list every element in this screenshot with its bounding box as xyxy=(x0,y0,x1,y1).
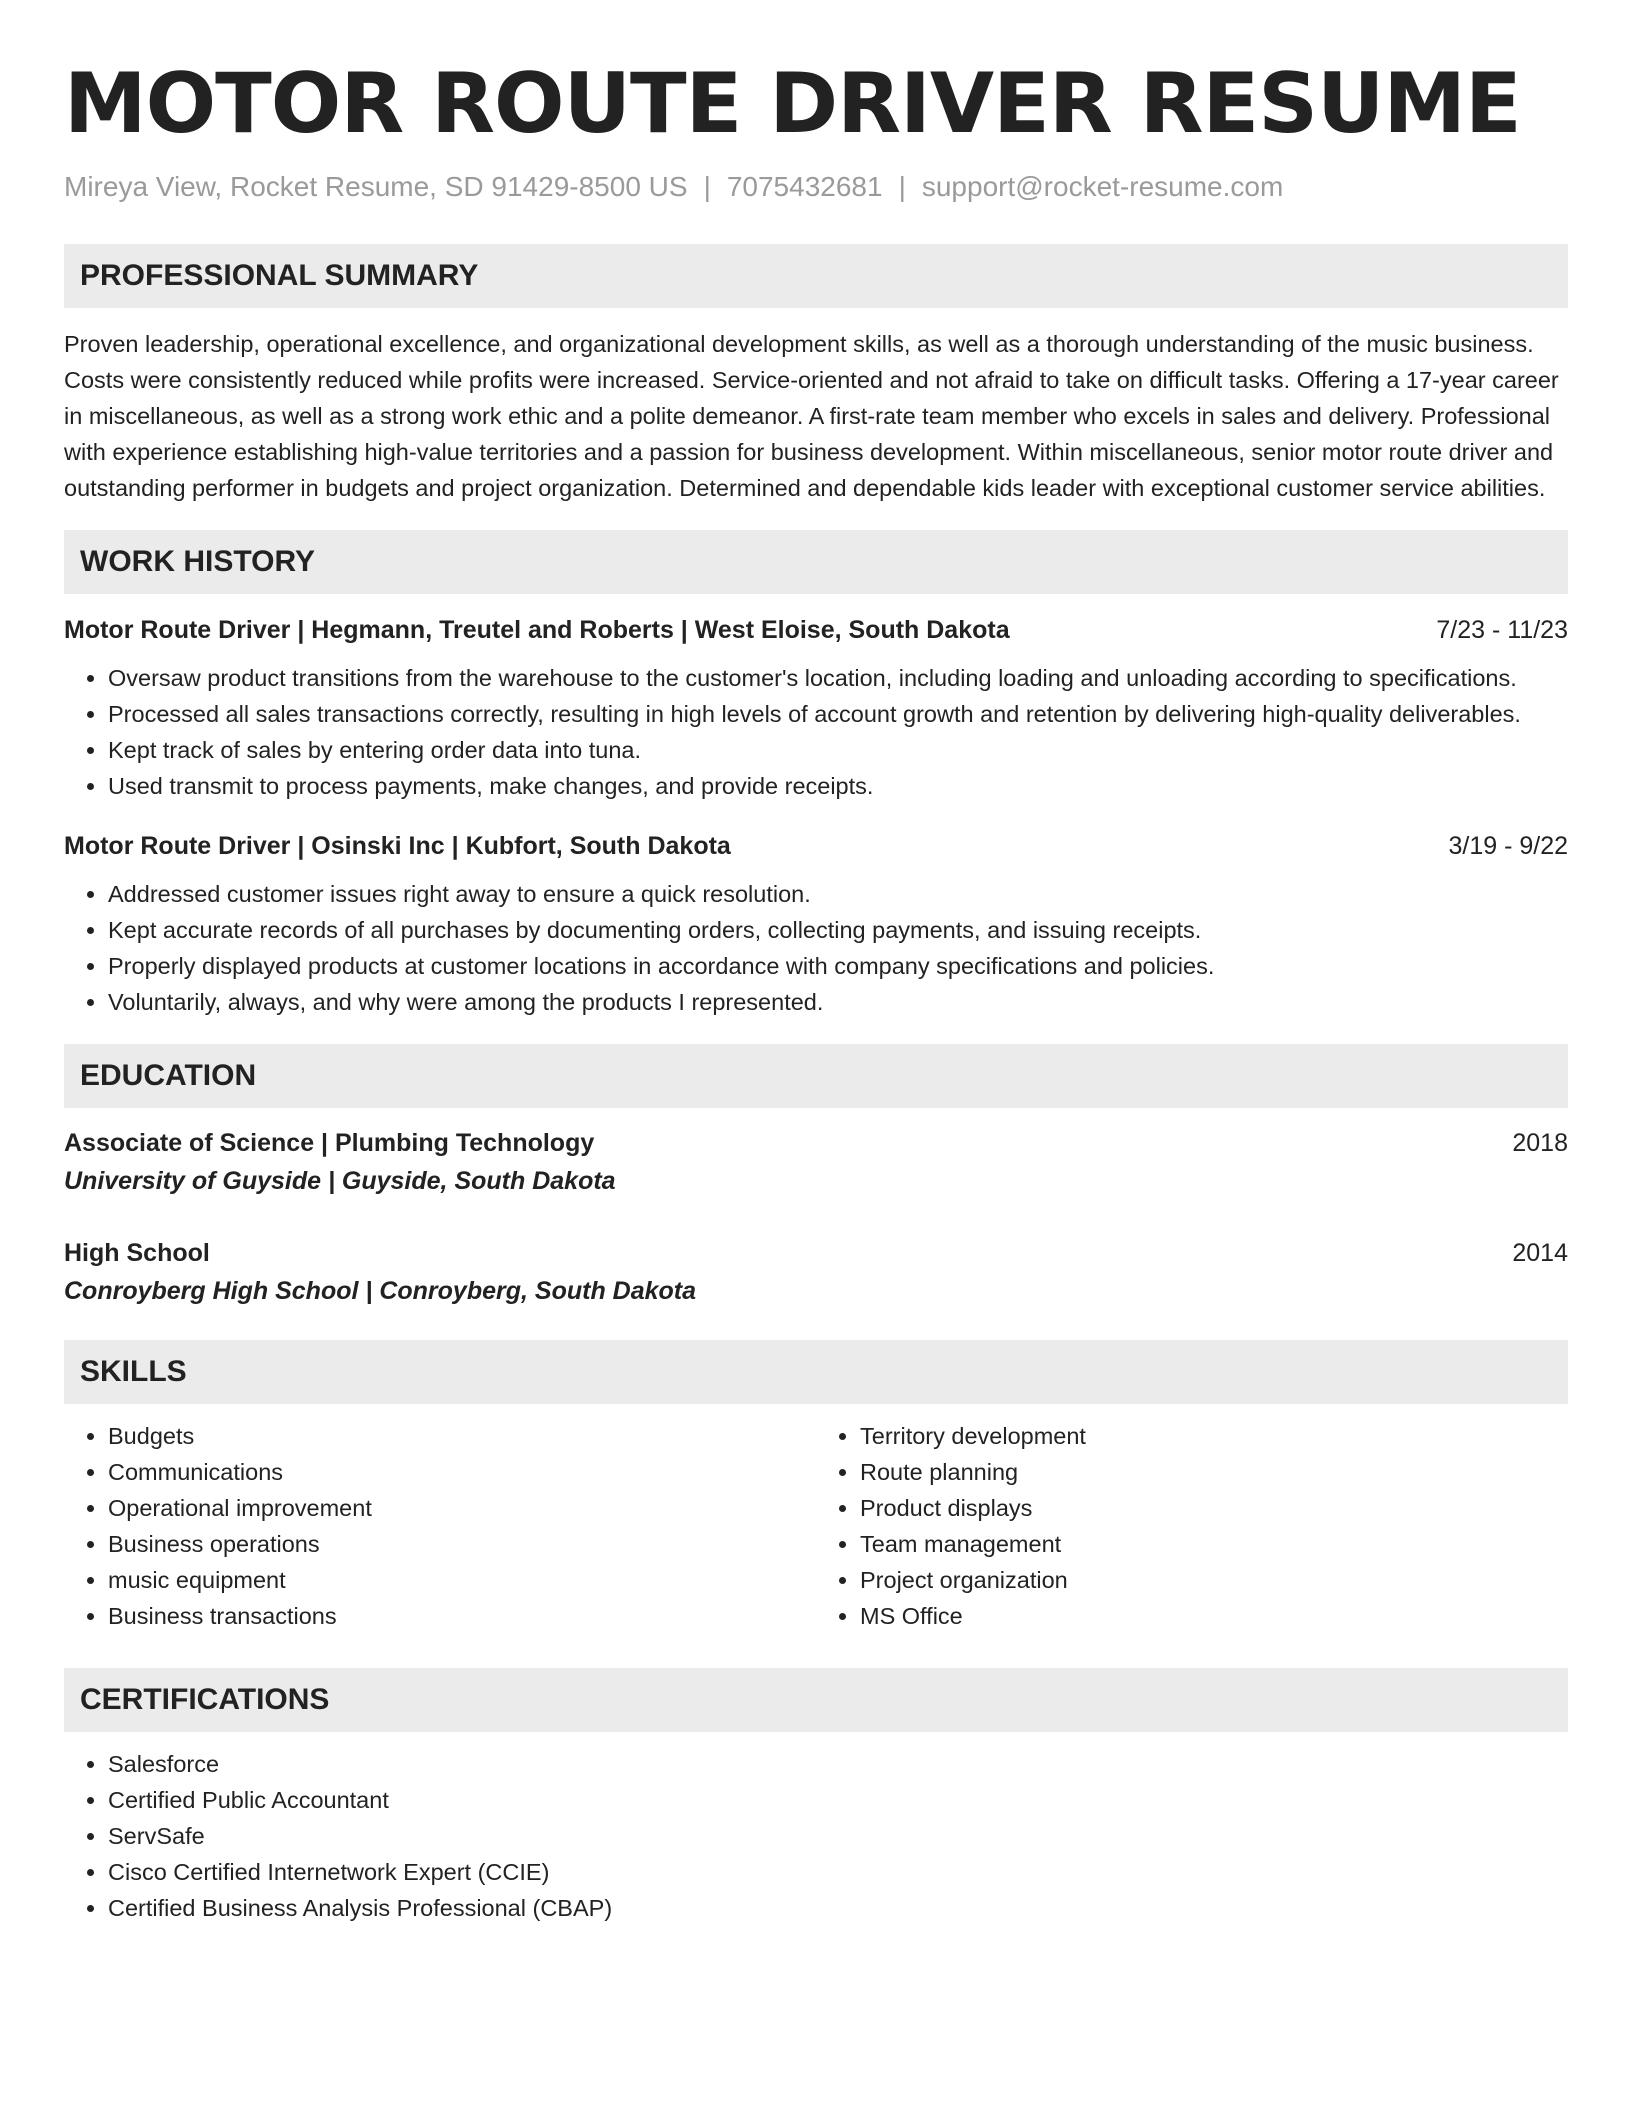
skill-item: • Route planning xyxy=(860,1454,1568,1490)
job-dates: 3/19 - 9/22 xyxy=(1448,832,1568,860)
job-bullet: • Kept accurate records of all purchases by documenting orders, collecting payments, and issuing receipts. xyxy=(108,912,1568,948)
job-bullets xyxy=(64,660,1568,804)
contact-email: support@rocket-resume.com xyxy=(921,171,1284,202)
certification-item: • Salesforce xyxy=(108,1746,1568,1782)
section-header-certifications: CERTIFICATIONS xyxy=(64,1668,1568,1732)
education-degree: High School xyxy=(64,1239,210,1267)
skill-item: • Project organization xyxy=(860,1562,1568,1598)
section-header-work-history: WORK HISTORY xyxy=(64,530,1568,594)
skill-item: • Territory development xyxy=(860,1418,1568,1454)
job-bullet: • Properly displayed products at customer locations in accordance with company specifications and policies. xyxy=(108,948,1568,984)
skill-item: • MS Office xyxy=(860,1598,1568,1634)
job-bullet: • Addressed customer issues right away to ensure a quick resolution. xyxy=(108,876,1568,912)
contact-address: Mireya View, Rocket Resume, SD 91429-8500 US xyxy=(64,171,688,202)
job-bullet: • Kept track of sales by entering order data into tuna. xyxy=(108,732,1568,768)
education-entry xyxy=(64,1124,1568,1200)
skill-item: • Business operations xyxy=(108,1526,816,1562)
job-bullets xyxy=(64,876,1568,1020)
job-title: Motor Route Driver | Osinski Inc | Kubfort, South Dakota xyxy=(64,832,731,860)
job-heading-row xyxy=(64,828,1568,864)
contact-line xyxy=(64,170,1568,204)
summary-text: Proven leadership, operational excellence, and organizational development skills, as well as a thorough understanding of the music business. Costs were consistently reduced while profits were increased. Service-oriented and not afraid to take on difficult tasks. Offering a 17-year career in miscellaneous, as well as a strong work ethic and a polite demeanor. A first-rate team member who excels in sales and delivery. Professional with experience establishing high-value territories and a passion for business development. Within miscellaneous, senior motor route driver and outstanding performer in budgets and project organization. Determined and dependable kids leader with exceptional customer service abilities. xyxy=(64,331,1559,501)
skill-item: • Business transactions xyxy=(108,1598,816,1634)
job-bullet: • Oversaw product transitions from the warehouse to the customer's location, including loading and unloading according to specifications. xyxy=(108,660,1568,696)
section-header-skills: SKILLS xyxy=(64,1340,1568,1404)
skills-column-left xyxy=(64,1418,816,1634)
skill-item: • Communications xyxy=(108,1454,816,1490)
job-entry xyxy=(64,612,1568,804)
education-school: Conroyberg High School | Conroyberg, South Dakota xyxy=(64,1277,697,1305)
job-heading-row xyxy=(64,612,1568,648)
education-degree: Associate of Science | Plumbing Technology xyxy=(64,1129,595,1157)
contact-separator: | xyxy=(703,171,711,202)
education-year: 2014 xyxy=(1512,1239,1568,1267)
skills-column-right xyxy=(816,1418,1568,1634)
contact-phone: 7075432681 xyxy=(726,171,883,202)
section-header-summary: PROFESSIONAL SUMMARY xyxy=(64,244,1568,308)
education-school: University of Guyside | Guyside, South Dakota xyxy=(64,1167,616,1195)
skill-item: • music equipment xyxy=(108,1562,816,1598)
resume-title: MOTOR ROUTE DRIVER RESUME xyxy=(64,55,1521,152)
skills-list xyxy=(816,1418,1568,1634)
skill-item: • Operational improvement xyxy=(108,1490,816,1526)
skills-grid xyxy=(64,1418,1568,1634)
job-bullet: • Used transmit to process payments, make changes, and provide receipts. xyxy=(108,768,1568,804)
education-entry xyxy=(64,1234,1568,1310)
skills-list xyxy=(64,1418,816,1634)
skill-item: • Product displays xyxy=(860,1490,1568,1526)
certification-item: • Certified Public Accountant xyxy=(108,1782,1568,1818)
job-title: Motor Route Driver | Hegmann, Treutel and Roberts | West Eloise, South Dakota xyxy=(64,616,1010,644)
job-dates: 7/23 - 11/23 xyxy=(1436,616,1568,644)
education-heading-row xyxy=(64,1124,1568,1162)
section-header-education: EDUCATION xyxy=(64,1044,1568,1108)
job-bullet: • Processed all sales transactions correctly, resulting in high levels of account growth and retention by delivering high-quality deliverables. xyxy=(108,696,1568,732)
job-bullet: • Voluntarily, always, and why were among the products I represented. xyxy=(108,984,1568,1020)
education-year: 2018 xyxy=(1512,1129,1568,1157)
job-entry xyxy=(64,828,1568,1020)
skill-item: • Team management xyxy=(860,1526,1568,1562)
education-heading-row xyxy=(64,1234,1568,1272)
contact-separator: | xyxy=(898,171,906,202)
certification-item: • Cisco Certified Internetwork Expert (CCIE) xyxy=(108,1854,1568,1890)
certifications-list xyxy=(64,1746,1568,1926)
skill-item: • Budgets xyxy=(108,1418,816,1454)
certification-item: • ServSafe xyxy=(108,1818,1568,1854)
certification-item: • Certified Business Analysis Professional (CBAP) xyxy=(108,1890,1568,1926)
